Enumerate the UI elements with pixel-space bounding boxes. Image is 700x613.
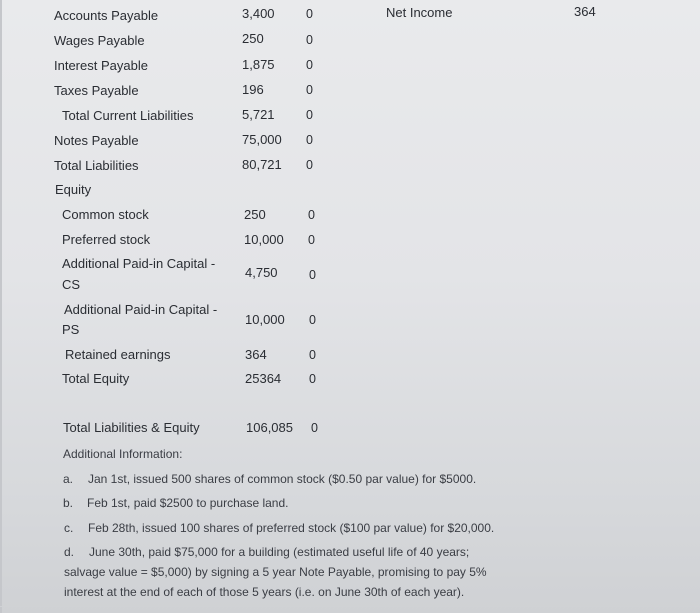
total-liabilities-zero: 0 bbox=[306, 158, 313, 172]
apic-cs-label-line1: Additional Paid-in Capital - bbox=[62, 256, 216, 271]
net-income-label: Net Income bbox=[386, 5, 453, 20]
wages-payable-label: Wages Payable bbox=[54, 33, 145, 48]
preferred-stock-label: Preferred stock bbox=[62, 232, 151, 247]
info-item-d-line3: interest at the end of each of those 5 years (i.e. on June 30th of each year). bbox=[64, 585, 465, 599]
accounts-payable-label: Accounts Payable bbox=[54, 8, 159, 23]
taxes-payable-label: Taxes Payable bbox=[54, 83, 139, 98]
info-marker-a: a. bbox=[63, 472, 74, 486]
accounts-payable-value: 3,400 bbox=[242, 6, 275, 21]
additional-info-heading: Additional Information: bbox=[63, 447, 183, 461]
preferred-stock-zero: 0 bbox=[308, 233, 315, 247]
total-equity-label: Total Equity bbox=[62, 371, 130, 386]
taxes-payable-value: 196 bbox=[242, 82, 264, 97]
accounts-payable-zero: 0 bbox=[306, 7, 313, 21]
retained-earnings-value: 364 bbox=[245, 347, 267, 362]
apic-cs-label-line2: CS bbox=[62, 277, 81, 292]
taxes-payable-zero: 0 bbox=[306, 83, 313, 97]
notes-payable-value: 75,000 bbox=[242, 132, 282, 147]
apic-ps-label-line1: Additional Paid-in Capital - bbox=[64, 302, 218, 317]
total-current-liabilities-label: Total Current Liabilities bbox=[62, 108, 194, 123]
info-marker-c: c. bbox=[64, 521, 74, 535]
grid-bottom-border bbox=[0, 606, 700, 607]
interest-payable-value: 1,875 bbox=[242, 57, 275, 72]
total-liabilities-equity-value: 106,085 bbox=[246, 420, 293, 435]
total-current-liabilities-value: 5,721 bbox=[242, 107, 275, 122]
info-item-d-line2: salvage value = $5,000) by signing a 5 year Note Payable, promising to pay 5% bbox=[64, 565, 487, 579]
info-marker-d: d. bbox=[64, 545, 75, 559]
apic-ps-zero: 0 bbox=[309, 313, 316, 327]
retained-earnings-label: Retained earnings bbox=[65, 347, 171, 362]
total-equity-value: 25364 bbox=[245, 371, 282, 386]
common-stock-value: 250 bbox=[244, 207, 266, 222]
interest-payable-zero: 0 bbox=[306, 58, 313, 72]
net-income-value: 364 bbox=[574, 4, 596, 19]
total-current-liabilities-zero: 0 bbox=[306, 108, 313, 122]
preferred-stock-value: 10,000 bbox=[244, 232, 284, 247]
grid-left-border bbox=[0, 0, 2, 613]
info-marker-b: b. bbox=[63, 496, 74, 510]
total-liabilities-equity-label: Total Liabilities & Equity bbox=[63, 420, 200, 435]
info-item-b: Feb 1st, paid $2500 to purchase land. bbox=[87, 496, 289, 510]
notes-payable-zero: 0 bbox=[306, 133, 313, 147]
total-equity-zero: 0 bbox=[309, 372, 316, 386]
info-item-c: Feb 28th, issued 100 shares of preferred stock ($100 par value) for $20,000. bbox=[88, 521, 495, 535]
common-stock-label: Common stock bbox=[62, 207, 149, 222]
retained-earnings-zero: 0 bbox=[309, 348, 316, 362]
info-item-a: Jan 1st, issued 500 shares of common stock ($0.50 par value) for $5000. bbox=[88, 472, 477, 486]
interest-payable-label: Interest Payable bbox=[54, 58, 148, 73]
total-liabilities-equity-zero: 0 bbox=[311, 421, 318, 435]
info-item-d-line1: June 30th, paid $75,000 for a building (estimated useful life of 40 years; bbox=[89, 545, 470, 559]
common-stock-zero: 0 bbox=[308, 208, 315, 222]
apic-cs-zero: 0 bbox=[309, 268, 316, 282]
total-liabilities-label: Total Liabilities bbox=[54, 158, 139, 173]
wages-payable-zero: 0 bbox=[306, 33, 313, 47]
apic-cs-value: 4,750 bbox=[245, 265, 278, 280]
apic-ps-label-line2: PS bbox=[62, 322, 80, 337]
notes-payable-label: Notes Payable bbox=[54, 133, 139, 148]
equity-heading: Equity bbox=[55, 182, 92, 197]
total-liabilities-value: 80,721 bbox=[242, 157, 282, 172]
apic-ps-value: 10,000 bbox=[245, 312, 285, 327]
wages-payable-value: 250 bbox=[242, 31, 264, 46]
